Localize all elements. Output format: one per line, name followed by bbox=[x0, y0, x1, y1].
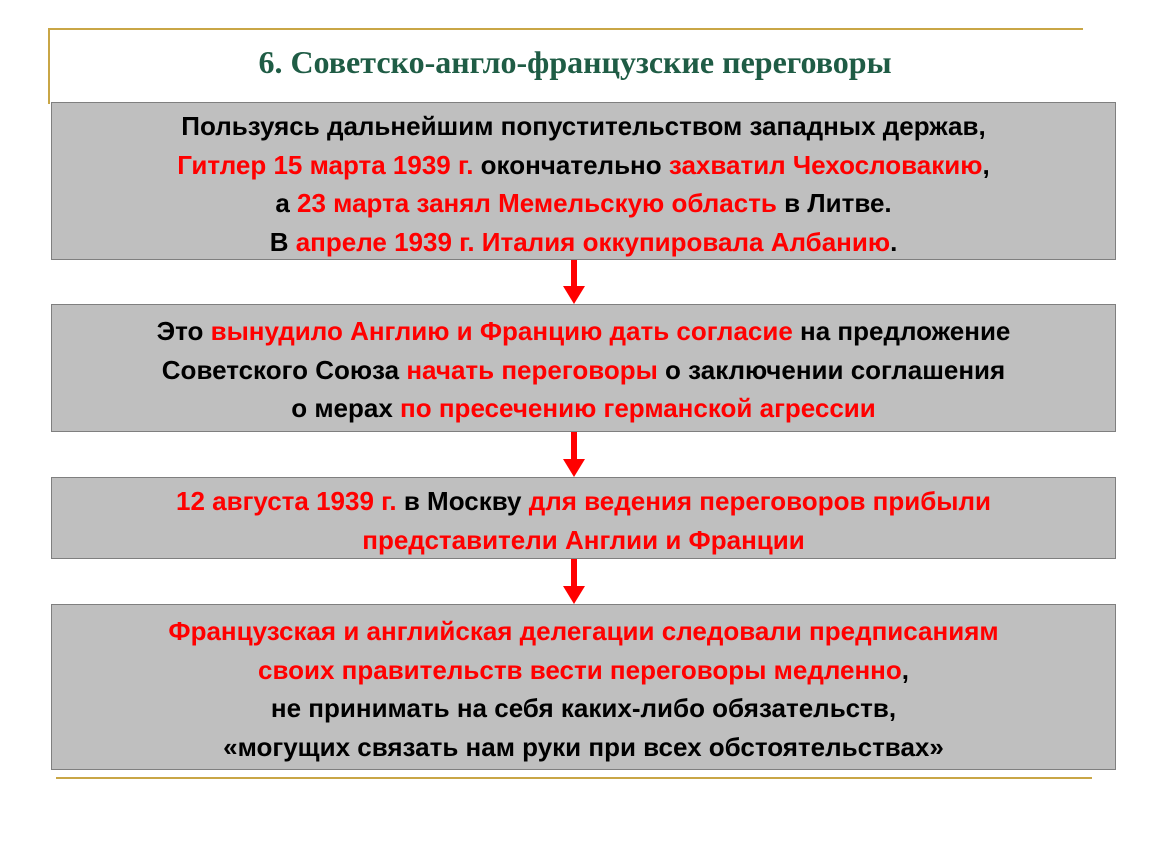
delegation-box bbox=[51, 604, 1116, 770]
stop-aggression: по пресечению германской агрессии bbox=[400, 393, 876, 423]
down-arrow-icon bbox=[563, 260, 585, 304]
down-arrow-icon bbox=[563, 432, 585, 477]
context-line-1: Пользуясь дальнейшим попустительством западных держав, bbox=[181, 111, 986, 141]
hitler-date: Гитлер 15 марта 1939 г. bbox=[177, 149, 474, 180]
consent-box bbox=[51, 304, 1116, 432]
bottom-rule bbox=[56, 777, 1092, 779]
text-fragment: окончательно bbox=[473, 149, 669, 180]
albania-occupation: апреле 1939 г. Италия оккупировала Албанию bbox=[295, 226, 891, 257]
text-fragment: Советского Союза bbox=[161, 354, 407, 385]
forced-consent: вынудило Англию и Францию дать согласие bbox=[210, 316, 793, 346]
czech-seizure: захватил Чехословакию bbox=[668, 149, 983, 180]
text-fragment: Это bbox=[156, 316, 211, 346]
slow-negotiations: своих правительств вести переговоры медленно bbox=[258, 654, 902, 685]
text-fragment: о мерах bbox=[291, 393, 401, 423]
arrival-line-2: представители Англии и Франции bbox=[362, 524, 805, 555]
start-negotiations: начать переговоры bbox=[406, 354, 658, 385]
arrival-date: 12 августа 1939 г. bbox=[175, 486, 397, 516]
arrival-purpose: для ведения переговоров прибыли bbox=[528, 486, 991, 516]
consent-line-2 bbox=[52, 351, 1115, 390]
arrival-box bbox=[51, 477, 1116, 559]
delegation-line-3: не принимать на себя каких-либо обязательств, bbox=[270, 693, 897, 723]
text-fragment: в Москву bbox=[396, 486, 529, 516]
context-line-4 bbox=[52, 223, 1115, 262]
context-line-3 bbox=[52, 184, 1115, 223]
text-fragment: на предложение bbox=[792, 316, 1011, 346]
text-fragment: о заключении соглашения bbox=[657, 354, 1006, 385]
top-rule bbox=[48, 28, 1083, 30]
text-fragment: в Литве. bbox=[776, 188, 892, 218]
text-fragment: а bbox=[275, 188, 298, 218]
text-fragment: В bbox=[269, 226, 296, 257]
context-box bbox=[51, 102, 1116, 260]
text-fragment: , bbox=[901, 654, 909, 685]
consent-line-1 bbox=[52, 312, 1115, 351]
delegation-line-4: «могущих связать нам руки при всех обстоятельствах» bbox=[223, 731, 944, 762]
arrival-line-1 bbox=[52, 482, 1115, 521]
down-arrow-icon bbox=[563, 559, 585, 604]
memel-occupation: 23 марта занял Мемельскую область bbox=[297, 188, 777, 218]
text-fragment: , bbox=[982, 149, 990, 180]
context-line-2 bbox=[52, 146, 1115, 185]
consent-line-3 bbox=[52, 389, 1115, 428]
delegation-line-2 bbox=[52, 651, 1115, 690]
slide-title: 6. Советско-англо-французские переговоры bbox=[258, 44, 892, 80]
delegation-line-1: Французская и английская делегации следовали предписаниям bbox=[168, 616, 999, 646]
text-fragment: . bbox=[890, 226, 898, 257]
